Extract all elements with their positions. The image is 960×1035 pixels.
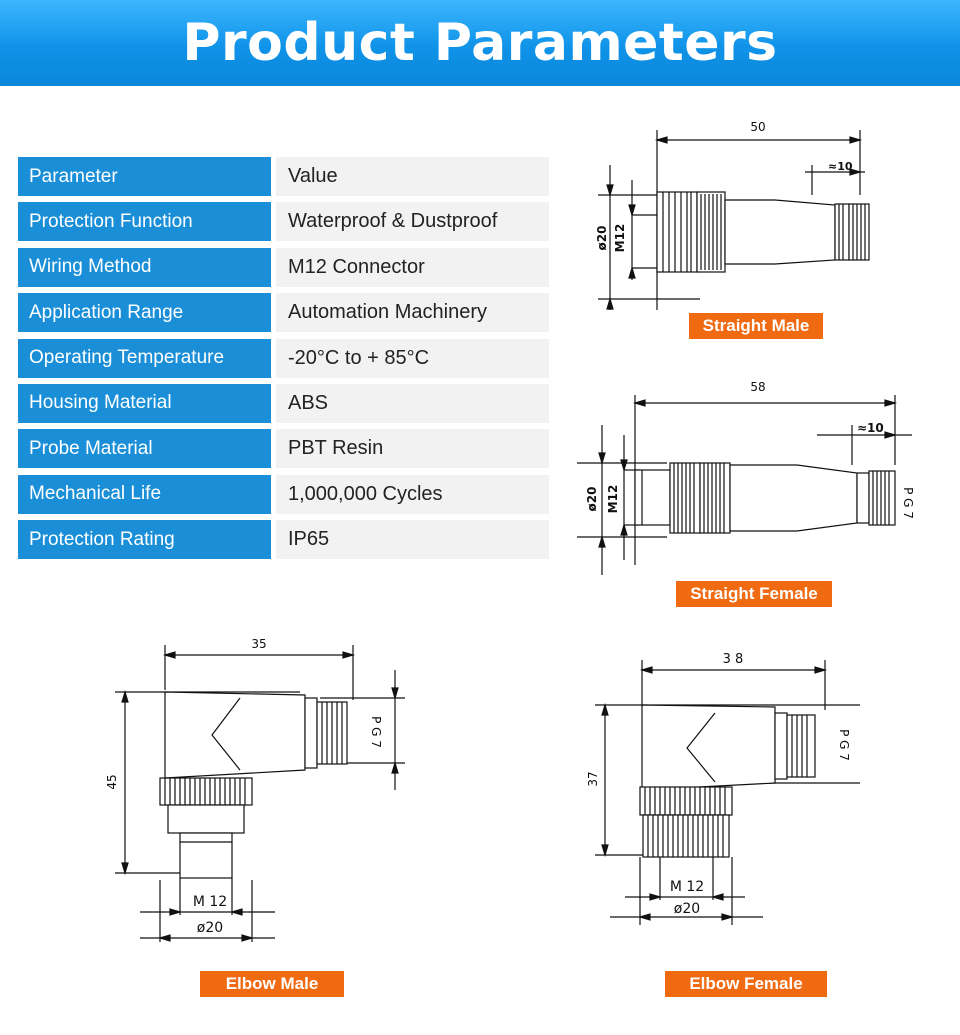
dim-thread: M 12	[192, 894, 228, 910]
param-value: M12 Connector	[276, 248, 549, 287]
param-value: IP65	[276, 520, 549, 559]
dim-thread: M 12	[669, 879, 705, 895]
param-name: Housing Material	[18, 384, 271, 423]
dim-width: 3 8	[722, 652, 744, 667]
table-row	[18, 157, 549, 196]
dim-tail: ≈10	[857, 421, 884, 435]
dim-gland: P G 7	[369, 716, 383, 748]
table-row	[18, 475, 549, 514]
straight-female-label: Straight Female	[676, 581, 832, 607]
dim-thread: M12	[613, 223, 627, 253]
table-row	[18, 339, 549, 378]
table-row	[18, 202, 549, 241]
title-banner	[0, 0, 960, 86]
param-value: Value	[276, 157, 549, 196]
param-name: Protection Function	[18, 202, 271, 241]
param-value: ABS	[276, 384, 549, 423]
param-value: 1,000,000 Cycles	[276, 475, 549, 514]
elbow-female-drawing	[585, 645, 860, 930]
dim-diameter: ø20	[595, 225, 609, 251]
elbow-male-label: Elbow Male	[200, 971, 344, 997]
param-name: Parameter	[18, 157, 271, 196]
dim-height: 45	[105, 774, 119, 790]
param-value: PBT Resin	[276, 429, 549, 468]
dim-diameter: ø20	[673, 901, 701, 917]
dim-thread: M12	[606, 484, 620, 514]
dim-width: 35	[251, 637, 267, 651]
param-name: Application Range	[18, 293, 271, 332]
param-value: Waterproof & Dustproof	[276, 202, 549, 241]
dim-tail: ≈10	[828, 160, 853, 173]
param-name: Mechanical Life	[18, 475, 271, 514]
elbow-male-drawing	[100, 630, 420, 945]
param-name: Probe Material	[18, 429, 271, 468]
param-name: Wiring Method	[18, 248, 271, 287]
straight-male-label: Straight Male	[689, 313, 823, 339]
dim-gland: P G 7	[837, 729, 851, 761]
param-name: Operating Temperature	[18, 339, 271, 378]
elbow-female-label: Elbow Female	[665, 971, 827, 997]
table-row	[18, 248, 549, 287]
dim-length: 58	[750, 380, 766, 394]
dim-length: 50	[750, 120, 766, 134]
table-row	[18, 293, 549, 332]
dim-diameter: ø20	[196, 920, 224, 936]
straight-female-drawing	[572, 375, 922, 580]
table-row	[18, 520, 549, 559]
dim-diameter: ø20	[585, 486, 599, 512]
page-title: Product Parameters	[182, 13, 778, 73]
table-row	[18, 429, 549, 468]
table-row	[18, 384, 549, 423]
param-value: Automation Machinery	[276, 293, 549, 332]
dim-gland: P G 7	[901, 487, 915, 519]
param-name: Protection Rating	[18, 520, 271, 559]
param-value: -20°C to + 85°C	[276, 339, 549, 378]
straight-male-drawing	[580, 110, 940, 315]
dim-height: 37	[586, 771, 600, 787]
parameters-table	[18, 157, 549, 566]
